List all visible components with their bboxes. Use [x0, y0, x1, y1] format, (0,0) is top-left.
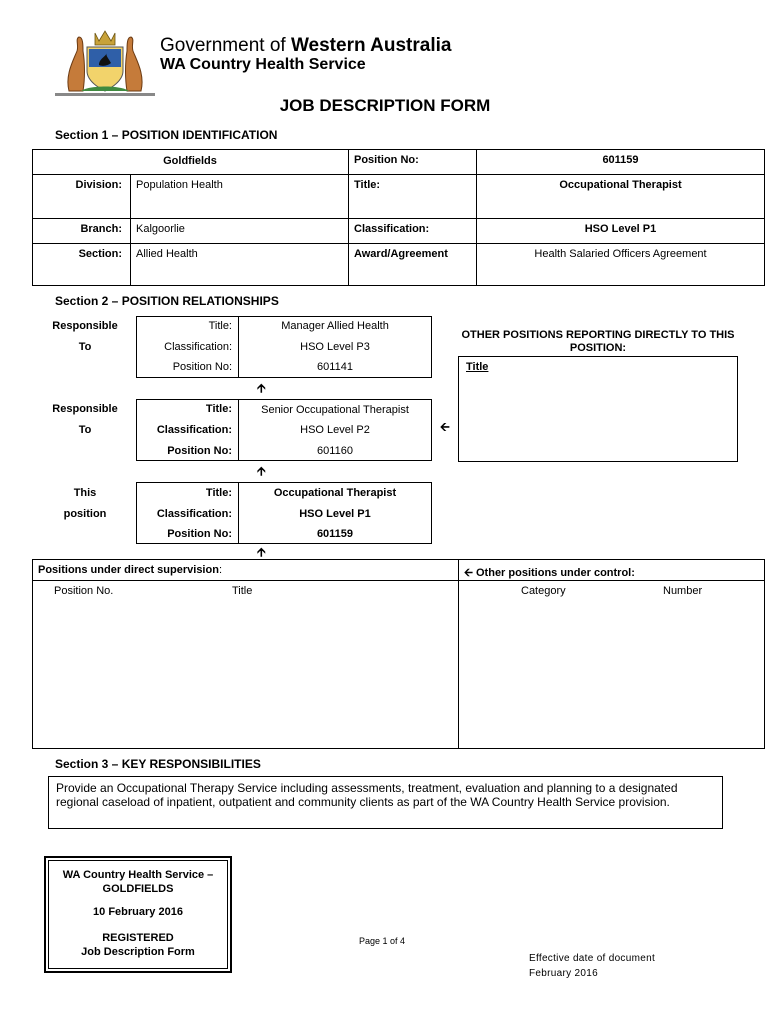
effective-date-block: [529, 951, 655, 981]
other-control-heading: [464, 564, 635, 583]
stamp-service: [48, 868, 228, 896]
supervision-heading: [38, 564, 222, 576]
stamp-line2: GOLDFIELDS: [102, 883, 174, 895]
position-label: position: [63, 508, 107, 520]
region-cell: Goldfields: [163, 155, 217, 167]
box3-position-no-label: Position No:: [167, 528, 232, 540]
box2-classification-label: Classification:: [156, 424, 232, 436]
to-label-2: To: [78, 424, 92, 436]
col-position-no: Position No.: [54, 585, 114, 597]
arrow-up-icon: 🡩: [257, 464, 266, 478]
classification-label: Classification:: [354, 223, 430, 235]
classification-value: HSO Level P1: [584, 223, 657, 235]
other-control-label: Other positions under control:: [476, 567, 635, 579]
box2-title-label: Title:: [205, 403, 232, 415]
box3-title: Occupational Therapist: [273, 487, 397, 499]
box3-title-label: Title:: [205, 487, 232, 499]
award-value: Health Salaried Officers Agreement: [534, 248, 707, 260]
box1-classification-label: Classification:: [164, 341, 232, 353]
award-label: Award/Agreement: [354, 248, 448, 260]
section3-heading: Section 3 – KEY RESPONSIBILITIES: [55, 757, 261, 771]
position-no-label: Position No:: [354, 154, 419, 166]
arrow-up-icon: 🡩: [257, 545, 266, 559]
stamp-line1: WA Country Health Service –: [62, 869, 214, 881]
page-number: Page 1 of 4: [359, 936, 406, 946]
box3-classification: HSO Level P1: [299, 508, 371, 520]
section2-heading: Section 2 – POSITION RELATIONSHIPS: [55, 294, 279, 308]
government-state: Western Australia: [290, 35, 452, 56]
section-value: Allied Health: [136, 248, 198, 260]
division-value: Population Health: [136, 179, 223, 191]
arrow-left-icon: 🡨: [464, 567, 473, 579]
division-label: Division:: [75, 179, 122, 191]
responsible-label-2: Responsible: [52, 403, 118, 415]
stamp-form: Job Description Form: [81, 946, 195, 958]
box3-position-no: 601159: [316, 528, 354, 540]
responsible-label-1: Responsible: [52, 320, 118, 332]
box1-classification: HSO Level P3: [300, 341, 370, 353]
arrow-up-icon: 🡩: [257, 381, 266, 395]
effective-date-value: February 2016: [529, 968, 598, 979]
box1-position-no: 601141: [317, 361, 353, 373]
box2-classification: HSO Level P2: [300, 424, 370, 436]
effective-date-label: Effective date of document: [529, 953, 656, 964]
box3-classification-label: Classification:: [156, 508, 232, 520]
branch-label: Branch:: [80, 223, 122, 235]
col-number: Number: [663, 585, 703, 597]
box2-position-no: 601160: [317, 445, 353, 457]
other-positions-box: [458, 356, 738, 462]
stamp-registered: REGISTERED: [102, 932, 174, 944]
to-label-1: To: [78, 341, 92, 353]
stamp-registered-block: [48, 931, 228, 959]
title-label: Title:: [354, 179, 381, 191]
key-responsibilities-text: Provide an Occupational Therapy Service including assessments, treatment, evaluation and planning to a designated regional caseload of inpatient, outpatient and community clients as part of the WA Country Health Service provision.: [56, 781, 678, 809]
supervision-table: [32, 559, 765, 749]
government-prefix: Government of: [160, 35, 291, 56]
box2-title: Senior Occupational Therapist: [261, 404, 409, 416]
section-label: Section:: [78, 248, 122, 260]
section1-heading: Section 1 – POSITION IDENTIFICATION: [55, 128, 278, 142]
stamp-date: 10 February 2016: [93, 906, 183, 918]
col-category: Category: [521, 585, 566, 597]
position-no-value: 601159: [602, 154, 639, 166]
wa-coat-of-arms-logo: [55, 25, 155, 97]
supervision-colon: :: [218, 564, 222, 576]
supervision-label: Positions under direct supervision: [38, 564, 219, 576]
government-name: [160, 35, 451, 57]
box1-title-label: Title:: [208, 320, 232, 332]
box2-position-no-label: Position No:: [167, 445, 232, 457]
service-name: WA Country Health Service: [160, 56, 366, 73]
col-title: Title: [232, 585, 253, 597]
this-label: This: [73, 487, 97, 499]
title-value: Occupational Therapist: [559, 179, 682, 191]
box1-title: Manager Allied Health: [281, 320, 389, 332]
arrow-left-icon: 🡨: [440, 420, 450, 434]
other-positions-heading: OTHER POSITIONS REPORTING DIRECTLY TO THIS POSITION:: [461, 329, 735, 354]
branch-value: Kalgoorlie: [136, 223, 185, 235]
document-title: JOB DESCRIPTION FORM: [279, 96, 491, 115]
other-positions-title-column: Title: [466, 361, 489, 373]
box1-position-no-label: Position No:: [172, 361, 232, 373]
